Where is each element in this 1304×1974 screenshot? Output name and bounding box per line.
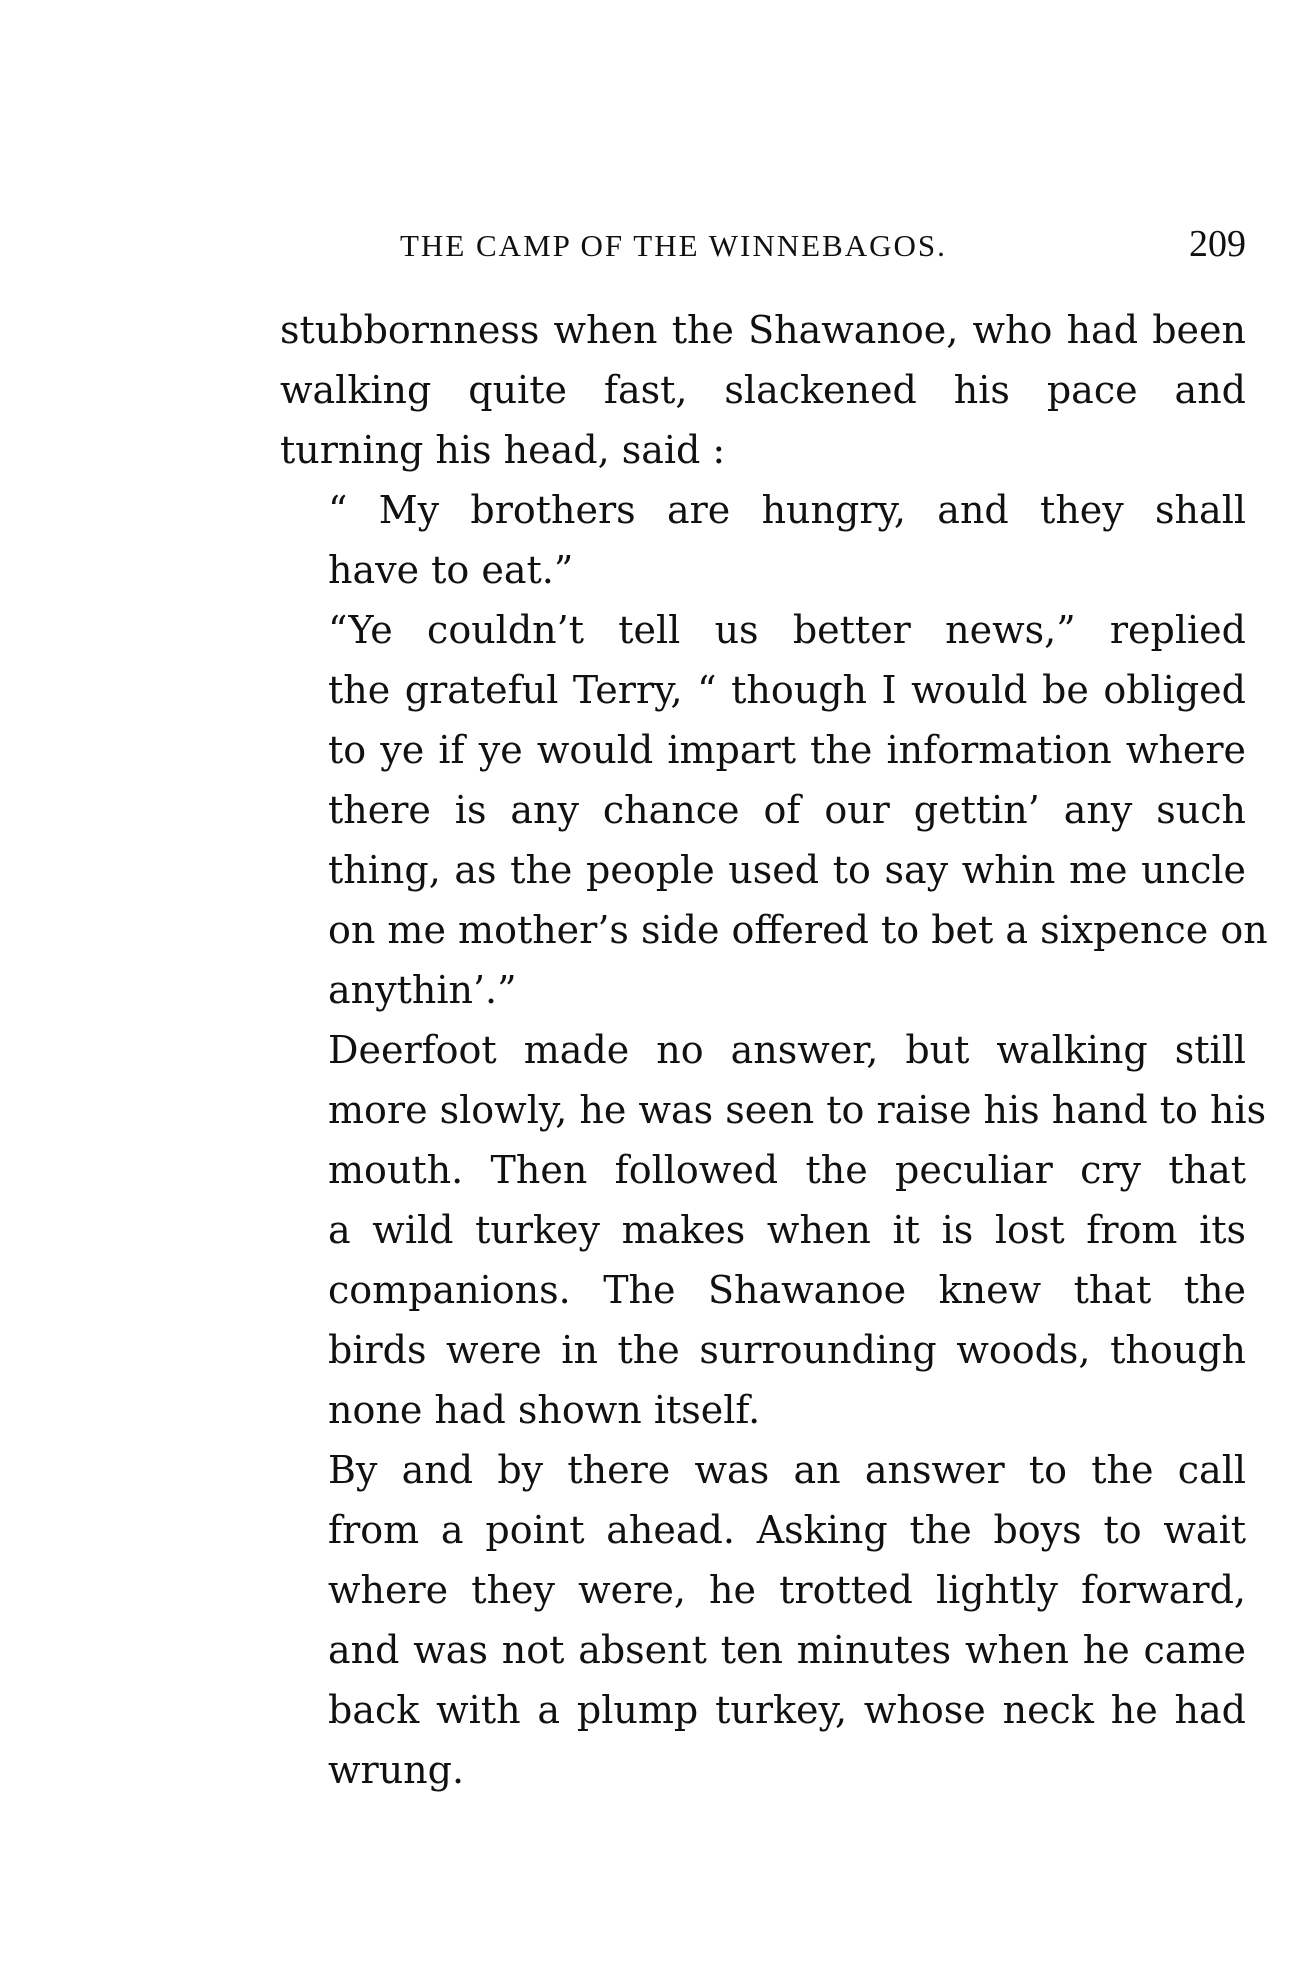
paragraph-5 <box>280 1440 1246 1800</box>
text-line: on me mother’s side offered to bet a sixpence on <box>328 908 1268 952</box>
text-line: to ye if ye would impart the information where <box>328 728 1246 772</box>
text-line: there is any chance of our gettin’ any such <box>328 788 1246 832</box>
text-line: Deerfoot made no answer, but walking still <box>328 1028 1246 1072</box>
paragraph-3 <box>280 600 1268 1020</box>
text-line: have to eat.” <box>328 548 574 592</box>
page-header <box>400 222 1246 272</box>
text-line: walking quite fast, slackened his pace and <box>280 368 1246 412</box>
text-line: companions. The Shawanoe knew that the <box>328 1268 1246 1312</box>
paragraph-4 <box>280 1020 1267 1440</box>
text-line: mouth. Then followed the peculiar cry that <box>328 1148 1246 1192</box>
text-line: and was not absent ten minutes when he came <box>328 1628 1246 1672</box>
text-line: birds were in the surrounding woods, though <box>328 1328 1246 1372</box>
page-number: 209 <box>1189 223 1246 265</box>
paragraph-2 <box>280 480 1246 600</box>
text-line: a wild turkey makes when it is lost from its <box>328 1208 1246 1252</box>
text-line: By and by there was an answer to the call <box>328 1448 1246 1492</box>
text-line: more slowly, he was seen to raise his hand to his <box>328 1088 1267 1132</box>
text-line: “Ye couldn’t tell us better news,” replied <box>328 608 1246 652</box>
text-line: from a point ahead. Asking the boys to wait <box>328 1508 1246 1552</box>
paragraph-1 <box>280 300 1246 480</box>
text-line: none had shown itself. <box>328 1388 761 1432</box>
text-line: where they were, he trotted lightly forward, <box>328 1568 1246 1612</box>
text-line: turning his head, said : <box>280 428 726 472</box>
text-line: thing, as the people used to say whin me uncle <box>328 848 1246 892</box>
text-line: wrung. <box>328 1748 465 1792</box>
running-head: THE CAMP OF THE WINNEBAGOS. <box>400 228 947 263</box>
text-line: “ My brothers are hungry, and they shall <box>328 488 1246 532</box>
text-line: back with a plump turkey, whose neck he had <box>328 1688 1246 1732</box>
page-body <box>280 300 1268 1800</box>
text-line: the grateful Terry, “ though I would be obliged <box>328 668 1246 712</box>
text-line: anythin’.” <box>328 968 517 1012</box>
text-line: stubbornness when the Shawanoe, who had been <box>280 308 1246 352</box>
